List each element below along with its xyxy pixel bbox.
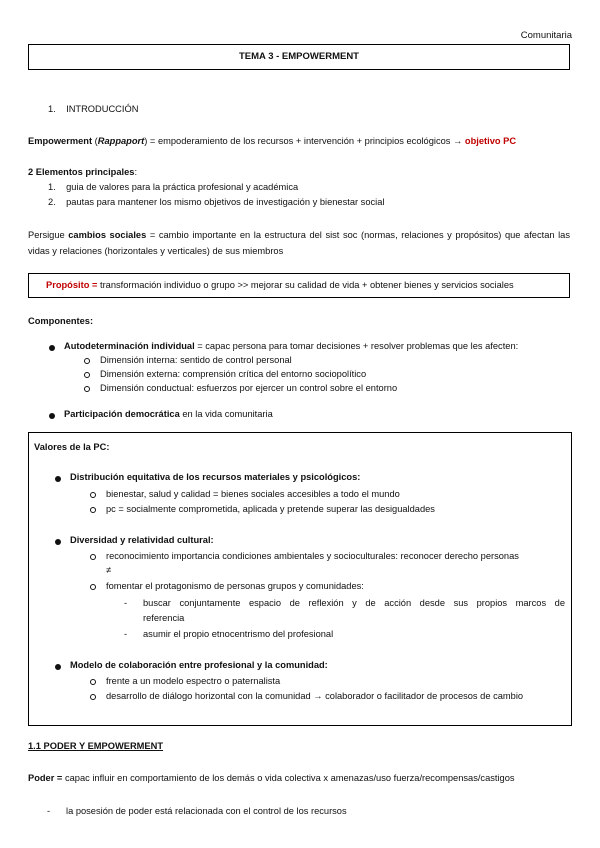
- valores-heading: Valores de la PC:: [34, 442, 110, 452]
- sub-item-cont: ≠: [106, 565, 112, 575]
- dash-bullet: -: [47, 806, 51, 816]
- definition-text: ) = empoderamiento de los recursos + intervención + principios ecológicos →: [144, 136, 465, 146]
- valor-title: Diversidad y relatividad cultural:: [70, 535, 214, 545]
- bullet-icon: [55, 539, 61, 545]
- circle-bullet-icon: [84, 358, 90, 364]
- dash-item: buscar conjuntamente espacio de reflexión y de acción desde sus propios marcos de: [143, 598, 565, 608]
- circle-bullet-icon: [90, 507, 96, 513]
- definition-line: Empowerment (Rappaport) = empoderamiento de los recursos + intervención + principios ecológicos → objetivo PC: [28, 136, 517, 146]
- section-number: 1.: [48, 104, 56, 114]
- sub-item: bienestar, salud y calidad = bienes sociales accesibles a todo el mundo: [106, 489, 400, 499]
- definition-objective: objetivo PC: [464, 136, 517, 146]
- list-item: 1. guia de valores para la práctica profesional y académica: [48, 182, 299, 192]
- circle-bullet-icon: [90, 679, 96, 685]
- componente-item: Participación democrática en la vida comunitaria: [64, 409, 273, 419]
- list-item: 2. pautas para mantener los mismo objetivos de investigación y bienestar social: [48, 197, 385, 207]
- circle-bullet-icon: [90, 584, 96, 590]
- circle-bullet-icon: [84, 386, 90, 392]
- dash-bullet: -: [124, 598, 128, 608]
- circle-bullet-icon: [84, 372, 90, 378]
- poder-item: la posesión de poder está relacionada con el control de los recursos: [66, 806, 347, 816]
- definition-author: Rappaport: [97, 136, 145, 146]
- circle-bullet-icon: [90, 694, 96, 700]
- dash-item: asumir el propio etnocentrismo del profesional: [143, 629, 334, 639]
- sub-item: reconocimiento importancia condiciones ambientales y socioculturales: reconocer derecho personas: [106, 551, 519, 561]
- sub-item: Dimensión interna: sentido de control personal: [100, 355, 292, 365]
- page-header-subject: Comunitaria: [520, 30, 572, 41]
- sub-item: Dimensión conductual: esfuerzos por ejercer un control sobre el entorno: [100, 383, 398, 393]
- componentes-heading: Componentes:: [28, 316, 94, 326]
- definition-term: Empowerment: [28, 136, 93, 146]
- sub-item: desarrollo de diálogo horizontal con la comunidad → colaborador o facilitador de procesos de cambio: [106, 691, 524, 701]
- dash-item-cont: referencia: [143, 613, 185, 623]
- poder-definition: Poder = capac influir en comportamiento de los demás o vida colectiva x amenazas/uso fuerza/recompensas/castigos: [28, 773, 515, 783]
- valor-title: Modelo de colaboración entre profesional y la comunidad:: [70, 660, 328, 670]
- section-title: INTRODUCCIÓN: [66, 104, 139, 114]
- bullet-icon: [55, 664, 61, 670]
- bullet-icon: [49, 413, 55, 419]
- page-title: TEMA 3 - EMPOWERMENT: [28, 44, 570, 70]
- valor-title: Distribución equitativa de los recursos materiales y psicológicos:: [70, 472, 361, 482]
- sub-item: fomentar el protagonismo de personas grupos y comunidades:: [106, 581, 364, 591]
- proposito-box: [28, 273, 570, 298]
- componente-item: Autodeterminación individual = capac persona para tomar decisiones + resolver problemas que les afecten:: [64, 341, 519, 351]
- proposito-text: transformación individuo o grupo >> mejorar su calidad de vida + obtener bienes y servicios sociales: [97, 280, 514, 290]
- sub-item: frente a un modelo espectro o paternalista: [106, 676, 281, 686]
- circle-bullet-icon: [90, 492, 96, 498]
- elements-heading: 2 Elementos principales:: [28, 167, 138, 177]
- bullet-icon: [55, 476, 61, 482]
- sub-item: Dimensión externa: comprensión crítica del entorno sociopolítico: [100, 369, 367, 379]
- section-intro-heading: [48, 104, 138, 114]
- proposito-label: Propósito =: [46, 280, 98, 290]
- bullet-icon: [49, 345, 55, 351]
- dash-bullet: -: [124, 629, 128, 639]
- persigue-paragraph: Persigue cambios sociales = cambio importante en la estructura del sist soc (normas, relaciones y propósitos) que afectan las vidas y relaciones (horizontales y verticales) de sus miembros: [28, 230, 570, 256]
- sub-item: pc = socialmente comprometida, aplicada y pretende superar las desigualdades: [106, 504, 435, 514]
- section-poder-heading: 1.1 PODER Y EMPOWERMENT: [28, 741, 164, 751]
- circle-bullet-icon: [90, 554, 96, 560]
